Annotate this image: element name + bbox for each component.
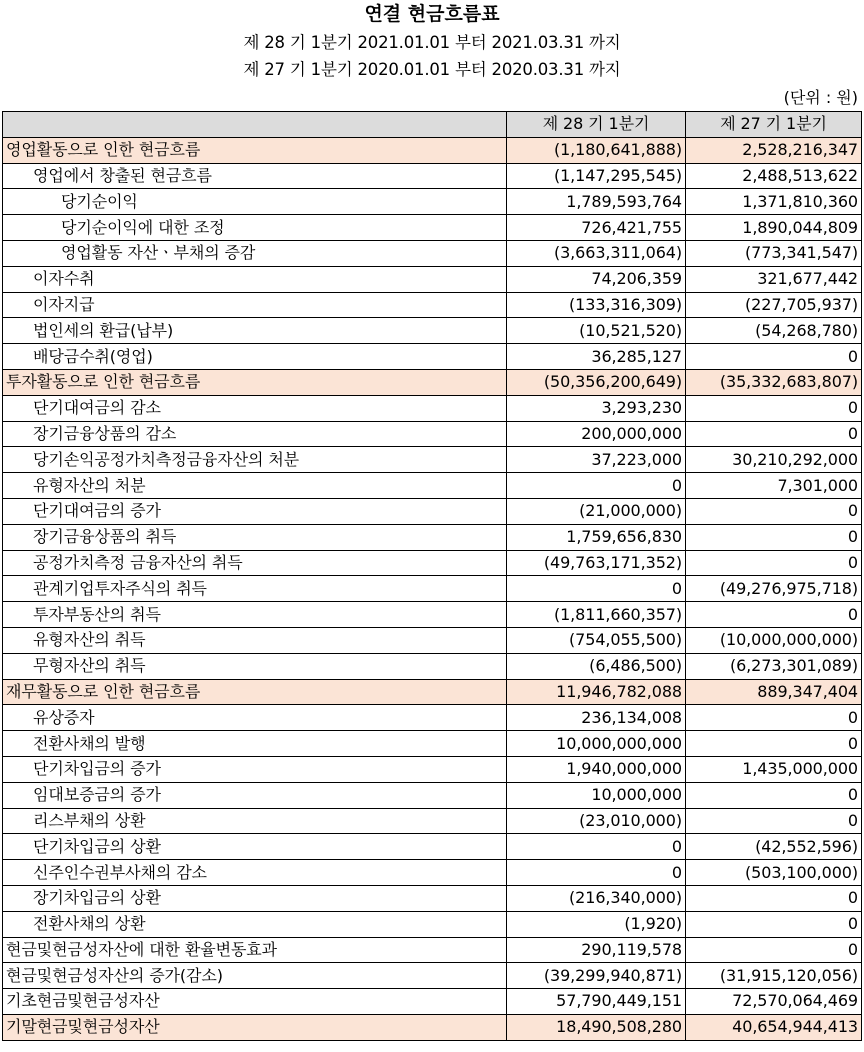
row-value-current: 726,421,755 <box>507 215 686 241</box>
row-label: 기초현금및현금성자산 <box>3 989 507 1015</box>
section-row <box>3 1014 862 1040</box>
row-value-prior: 1,435,000,000 <box>686 756 862 782</box>
header-row <box>3 112 862 138</box>
row-value-prior: 72,570,064,469 <box>686 989 862 1015</box>
table-row <box>3 705 862 731</box>
row-value-current: (39,299,940,871) <box>507 963 686 989</box>
row-label: 단기차입금의 증가 <box>3 756 507 782</box>
header-label <box>3 112 507 138</box>
row-value-current: 18,490,508,280 <box>507 1014 686 1040</box>
row-value-current: 0 <box>507 576 686 602</box>
row-value-prior: 2,488,513,622 <box>686 163 862 189</box>
table-row <box>3 756 862 782</box>
row-value-current: (6,486,500) <box>507 653 686 679</box>
row-value-prior: 321,677,442 <box>686 266 862 292</box>
row-value-current: (754,055,500) <box>507 627 686 653</box>
table-row <box>3 989 862 1015</box>
row-value-prior: 40,654,944,413 <box>686 1014 862 1040</box>
row-value-current: (21,000,000) <box>507 498 686 524</box>
row-value-prior: 0 <box>686 498 862 524</box>
row-label: 전환사채의 발행 <box>3 731 507 757</box>
table-row <box>3 318 862 344</box>
row-label: 장기금융상품의 취득 <box>3 524 507 550</box>
table-row <box>3 163 862 189</box>
row-value-prior: 0 <box>686 885 862 911</box>
row-value-current: (1,811,660,357) <box>507 602 686 628</box>
row-label: 유형자산의 처분 <box>3 473 507 499</box>
row-value-current: 10,000,000,000 <box>507 731 686 757</box>
row-value-prior: (10,000,000,000) <box>686 627 862 653</box>
row-label: 배당금수취(영업) <box>3 344 507 370</box>
row-label: 임대보증금의 증가 <box>3 782 507 808</box>
table-row <box>3 292 862 318</box>
table-row <box>3 808 862 834</box>
row-value-current: 1,940,000,000 <box>507 756 686 782</box>
table-row <box>3 215 862 241</box>
row-value-prior: (35,332,683,807) <box>686 369 862 395</box>
row-label: 당기순이익 <box>3 189 507 215</box>
section-row <box>3 137 862 163</box>
row-value-prior: 30,210,292,000 <box>686 447 862 473</box>
row-value-prior: 0 <box>686 602 862 628</box>
table-row <box>3 189 862 215</box>
row-value-current: 200,000,000 <box>507 421 686 447</box>
row-value-current: (23,010,000) <box>507 808 686 834</box>
row-label: 장기차입금의 상환 <box>3 885 507 911</box>
row-label: 단기대여금의 증가 <box>3 498 507 524</box>
row-value-prior: 0 <box>686 524 862 550</box>
row-value-current: (50,356,200,649) <box>507 369 686 395</box>
row-value-current: 37,223,000 <box>507 447 686 473</box>
row-value-current: 1,789,593,764 <box>507 189 686 215</box>
row-value-prior: 1,371,810,360 <box>686 189 862 215</box>
row-value-prior: (54,268,780) <box>686 318 862 344</box>
table-row <box>3 963 862 989</box>
row-value-current: (10,521,520) <box>507 318 686 344</box>
row-label: 당기순이익에 대한 조정 <box>3 215 507 241</box>
row-label: 법인세의 환급(납부) <box>3 318 507 344</box>
row-value-current: 290,119,578 <box>507 937 686 963</box>
header-current: 제 28 기 1분기 <box>507 112 686 138</box>
row-value-current: 74,206,359 <box>507 266 686 292</box>
row-value-current: 0 <box>507 860 686 886</box>
table-row <box>3 860 862 886</box>
row-value-prior: (6,273,301,089) <box>686 653 862 679</box>
row-label: 단기대여금의 감소 <box>3 395 507 421</box>
unit-label: (단위 : 원) <box>783 88 858 107</box>
row-label: 영업활동 자산ㆍ부채의 증감 <box>3 240 507 266</box>
row-label: 무형자산의 취득 <box>3 653 507 679</box>
row-value-current: 3,293,230 <box>507 395 686 421</box>
row-label: 공정가치측정 금융자산의 취득 <box>3 550 507 576</box>
table-row <box>3 731 862 757</box>
table-row <box>3 498 862 524</box>
row-value-prior: 7,301,000 <box>686 473 862 499</box>
row-label: 투자부동산의 취득 <box>3 602 507 628</box>
row-label: 장기금융상품의 감소 <box>3 421 507 447</box>
section-row <box>3 679 862 705</box>
row-value-prior: (49,276,975,718) <box>686 576 862 602</box>
row-value-prior: (42,552,596) <box>686 834 862 860</box>
row-label: 리스부채의 상환 <box>3 808 507 834</box>
row-value-prior: 0 <box>686 421 862 447</box>
row-value-current: (49,763,171,352) <box>507 550 686 576</box>
row-value-prior: (773,341,547) <box>686 240 862 266</box>
period-current: 제 28 기 1분기 2021.01.01 부터 2021.03.31 까지 <box>243 33 621 52</box>
row-label: 당기손익공정가치측정금융자산의 처분 <box>3 447 507 473</box>
row-value-prior: 0 <box>686 550 862 576</box>
row-label: 영업활동으로 인한 현금흐름 <box>3 137 507 163</box>
table-row <box>3 627 862 653</box>
statement-title: 연결 현금흐름표 <box>364 3 500 25</box>
table-row <box>3 911 862 937</box>
row-value-prior: 889,347,404 <box>686 679 862 705</box>
row-value-prior: 2,528,216,347 <box>686 137 862 163</box>
table-row <box>3 602 862 628</box>
row-label: 기말현금및현금성자산 <box>3 1014 507 1040</box>
row-value-prior: 0 <box>686 705 862 731</box>
cash-flow-table <box>2 111 862 1041</box>
table-row <box>3 885 862 911</box>
row-label: 영업에서 창출된 현금흐름 <box>3 163 507 189</box>
table-row <box>3 240 862 266</box>
table-row <box>3 550 862 576</box>
table-row <box>3 473 862 499</box>
table-row <box>3 937 862 963</box>
row-label: 투자활동으로 인한 현금흐름 <box>3 369 507 395</box>
table-row <box>3 653 862 679</box>
row-value-prior: 0 <box>686 911 862 937</box>
row-value-prior: 0 <box>686 395 862 421</box>
table-row <box>3 576 862 602</box>
row-value-current: 10,000,000 <box>507 782 686 808</box>
header-prior: 제 27 기 1분기 <box>686 112 862 138</box>
row-value-current: 57,790,449,151 <box>507 989 686 1015</box>
row-value-prior: (503,100,000) <box>686 860 862 886</box>
period-prior: 제 27 기 1분기 2020.01.01 부터 2020.03.31 까지 <box>243 60 621 79</box>
table-row <box>3 782 862 808</box>
table-row <box>3 524 862 550</box>
row-value-prior: 1,890,044,809 <box>686 215 862 241</box>
row-value-current: 36,285,127 <box>507 344 686 370</box>
row-value-prior: 0 <box>686 782 862 808</box>
row-value-current: (1,147,295,545) <box>507 163 686 189</box>
row-value-prior: 0 <box>686 937 862 963</box>
row-label: 유상증자 <box>3 705 507 731</box>
row-label: 유형자산의 취득 <box>3 627 507 653</box>
row-value-current: 0 <box>507 834 686 860</box>
row-label: 신주인수권부사채의 감소 <box>3 860 507 886</box>
row-label: 전환사채의 상환 <box>3 911 507 937</box>
table-row <box>3 834 862 860</box>
table-row <box>3 344 862 370</box>
row-value-current: 1,759,656,830 <box>507 524 686 550</box>
row-label: 현금및현금성자산의 증가(감소) <box>3 963 507 989</box>
row-value-current: (1,920) <box>507 911 686 937</box>
row-value-prior: (31,915,120,056) <box>686 963 862 989</box>
row-value-prior: (227,705,937) <box>686 292 862 318</box>
row-value-prior: 0 <box>686 344 862 370</box>
table-row <box>3 447 862 473</box>
row-value-current: 0 <box>507 473 686 499</box>
row-value-current: 11,946,782,088 <box>507 679 686 705</box>
row-label: 재무활동으로 인한 현금흐름 <box>3 679 507 705</box>
row-label: 이자지급 <box>3 292 507 318</box>
row-label: 이자수취 <box>3 266 507 292</box>
table-row <box>3 266 862 292</box>
row-label: 현금및현금성자산에 대한 환율변동효과 <box>3 937 507 963</box>
row-value-prior: 0 <box>686 731 862 757</box>
row-value-current: (3,663,311,064) <box>507 240 686 266</box>
row-label: 단기차입금의 상환 <box>3 834 507 860</box>
table-row <box>3 395 862 421</box>
row-value-current: (216,340,000) <box>507 885 686 911</box>
row-value-current: (133,316,309) <box>507 292 686 318</box>
row-label: 관계기업투자주식의 취득 <box>3 576 507 602</box>
section-row <box>3 369 862 395</box>
row-value-current: (1,180,641,888) <box>507 137 686 163</box>
table-row <box>3 421 862 447</box>
row-value-current: 236,134,008 <box>507 705 686 731</box>
row-value-prior: 0 <box>686 808 862 834</box>
